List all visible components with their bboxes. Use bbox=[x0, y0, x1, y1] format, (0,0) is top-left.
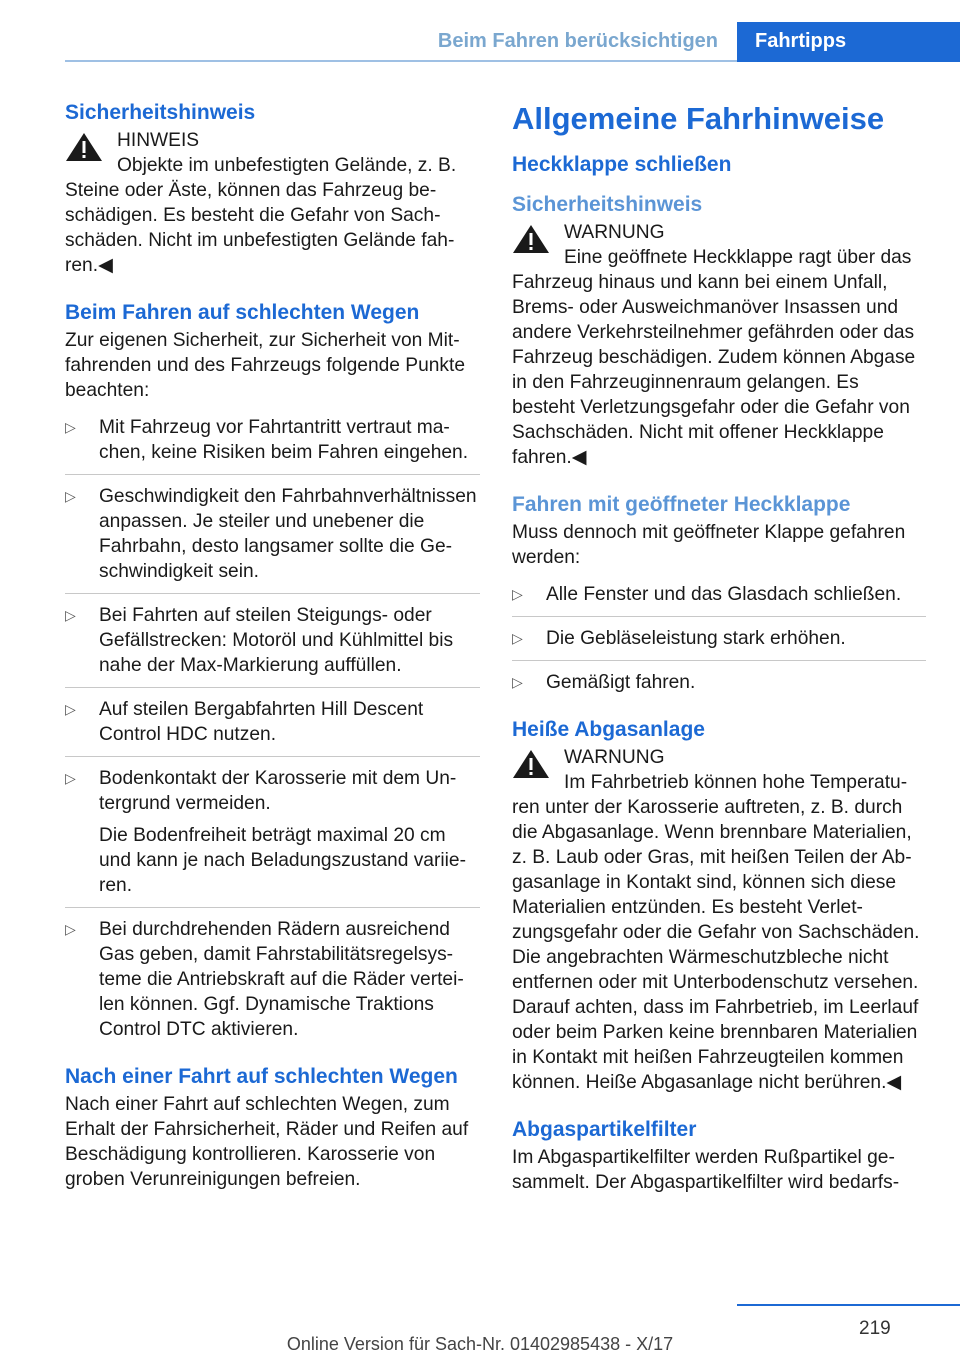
list-item-text: Auf steilen Bergabfahrten Hill Descent Control HDC nutzen. bbox=[99, 699, 424, 745]
left-column bbox=[65, 100, 480, 1214]
header-rule bbox=[65, 60, 737, 62]
right-column bbox=[512, 100, 926, 1217]
warning-box-tailgate bbox=[512, 220, 926, 470]
triangle-bullet-icon: ▷ bbox=[512, 630, 523, 646]
list-item-text: Bei Fahrten auf steilen Steigungs- oder Gefällstrecken: Motoröl und Kühlmittel bis nahe der Max-Markierung auffüllen. bbox=[99, 605, 454, 676]
bad-roads-heading: Beim Fahren auf schlechten Wegen bbox=[65, 301, 420, 324]
list-item-text: Mit Fahrzeug vor Fahrtantritt vertraut machen, keine Risiken beim Fahren eingehen. bbox=[99, 417, 469, 463]
list-item bbox=[65, 697, 480, 757]
list-item bbox=[512, 626, 926, 661]
list-item bbox=[65, 917, 480, 1042]
notice-text: Objekte im unbefestigten Gelände, z. B. Steine oder Äste, können das Fahrzeug beschädigen. Es besteht die Gefahr von Sachschäden. Nicht im unbefestigten Gelände fahren.◀ bbox=[65, 155, 457, 276]
warning-triangle-icon bbox=[512, 749, 550, 779]
triangle-bullet-icon: ▷ bbox=[65, 419, 76, 435]
after-bad-roads-text: Nach einer Fahrt auf schlechten Wegen, zum Erhalt der Fahrsicherheit, Räder und Reifen auf Beschädigung kontrollieren. Karosserie von groben Verunreinigungen befreien. bbox=[65, 1094, 469, 1190]
list-item bbox=[512, 670, 926, 695]
open-tailgate-list bbox=[512, 582, 926, 695]
page-number: 219 bbox=[859, 1318, 891, 1339]
filter-heading: Abgaspartikelfilter bbox=[512, 1118, 697, 1141]
list-item-text: Bodenkontakt der Karosserie mit dem Untergrund vermeiden. bbox=[99, 768, 457, 814]
open-tailgate-intro: Muss dennoch mit geöffneter Klappe gefahren werden: bbox=[512, 522, 906, 568]
open-tailgate-heading: Fahren mit geöffneter Heckklappe bbox=[512, 493, 851, 516]
tailgate-heading: Heckklappe schließen bbox=[512, 153, 732, 176]
list-item-text: Alle Fenster und das Glasdach schließen. bbox=[546, 584, 902, 605]
warning-label: WARNUNG bbox=[564, 222, 665, 243]
warning-text: Im Fahrbetrieb können hohe Temperaturen unter der Karosserie auftreten, z. B. durch die Abgasanlage. Wenn brennbare Materialien, z. B. Laub oder Gras, mit heißen Teilen der Abgasanlage in Kontakt sind, können sich diese Materialien entzünden. Es besteht Verletzungsgefahr oder die Gefahr von Sachschäden. Die angebrachten Wärmeschutzbleche nicht entfernen oder mit Unterbodenschutz versehen. Darauf achten, dass im Fahrbetrieb, im Leerlauf oder beim Parken keine brennbaren Materialien in Kontakt mit heißen Fahrzeugteilen kommen können. Heiße Abgasanlage nicht berühren.◀ bbox=[512, 772, 920, 1093]
warning-text: Eine geöffnete Heckklappe ragt über das Fahrzeug hinaus und kann bei einem Unfall, Brems- oder Ausweichmanöver Insassen und andere Verkehrsteilnehmer gefährden oder das Fahrzeug beschädigen. Zudem können Abgase in den Fahrzeuginnenraum gelangen. Es besteht Verletzungsgefahr oder die Gefahr von Sachschäden. Nicht mit offener Heckklappe fahren.◀ bbox=[512, 247, 916, 468]
page-header bbox=[0, 0, 960, 62]
header-section-title: Beim Fahren berücksichtigen bbox=[437, 30, 718, 52]
list-item-text: Bei durchdrehenden Rädern ausreichend Gas geben, damit Fahrstabilitätsregelsysteme die Antriebskraft auf die Räder verteilen können. Ggf. Dynamische Traktions Control DTC aktivieren. bbox=[99, 919, 464, 1040]
list-item bbox=[65, 603, 480, 688]
notice-label: HINWEIS bbox=[117, 130, 200, 151]
warning-label: WARNUNG bbox=[564, 747, 665, 768]
list-item-subtext: Die Bodenfreiheit beträgt maximal 20 cm und kann je nach Beladungszustand variieren. bbox=[99, 825, 466, 896]
list-item-text: Geschwindigkeit den Fahrbahnverhältnissen anpassen. Je steiler und unebener die Fahrbahn, desto langsamer sollte die Geschwindigkeit sein. bbox=[99, 486, 477, 582]
list-item-text: Gemäßigt fahren. bbox=[546, 672, 696, 693]
page-number-rule bbox=[737, 1304, 960, 1306]
triangle-bullet-icon: ▷ bbox=[65, 701, 76, 717]
bad-roads-intro: Zur eigenen Sicherheit, zur Sicherheit von Mitfahrenden und des Fahrzeugs folgende Punkte beachten: bbox=[65, 330, 466, 401]
notice-box bbox=[65, 128, 480, 278]
footer-version: Online Version für Sach-Nr. 01402985438 - X/17 bbox=[286, 1334, 674, 1354]
filter-text: Im Abgaspartikelfilter werden Rußpartikel gesammelt. Der Abgaspartikelfilter wird bedarfs- bbox=[512, 1147, 900, 1193]
list-item bbox=[65, 766, 480, 908]
warning-box-exhaust bbox=[512, 745, 926, 1095]
safety-heading-left: Sicherheitshinweis bbox=[65, 101, 256, 124]
triangle-bullet-icon: ▷ bbox=[512, 586, 523, 602]
list-item bbox=[65, 484, 480, 594]
triangle-bullet-icon: ▷ bbox=[512, 674, 523, 690]
header-chapter-tab: Fahrtipps bbox=[737, 22, 960, 62]
list-item bbox=[65, 415, 480, 475]
warning-triangle-icon bbox=[65, 132, 103, 162]
warning-triangle-icon bbox=[512, 224, 550, 254]
triangle-bullet-icon: ▷ bbox=[65, 921, 76, 937]
triangle-bullet-icon: ▷ bbox=[65, 770, 76, 786]
bad-roads-list bbox=[65, 415, 480, 1042]
exhaust-heading: Heiße Abgasanlage bbox=[512, 718, 705, 741]
list-item-text: Die Gebläseleistung stark erhöhen. bbox=[546, 628, 846, 649]
triangle-bullet-icon: ▷ bbox=[65, 607, 76, 623]
safety-heading-right: Sicherheitshinweis bbox=[512, 193, 703, 216]
list-item bbox=[512, 582, 926, 617]
page-title: Allgemeine Fahrhinweise bbox=[512, 101, 885, 136]
after-bad-roads-heading: Nach einer Fahrt auf schlechten Wegen bbox=[65, 1065, 458, 1088]
triangle-bullet-icon: ▷ bbox=[65, 488, 76, 504]
